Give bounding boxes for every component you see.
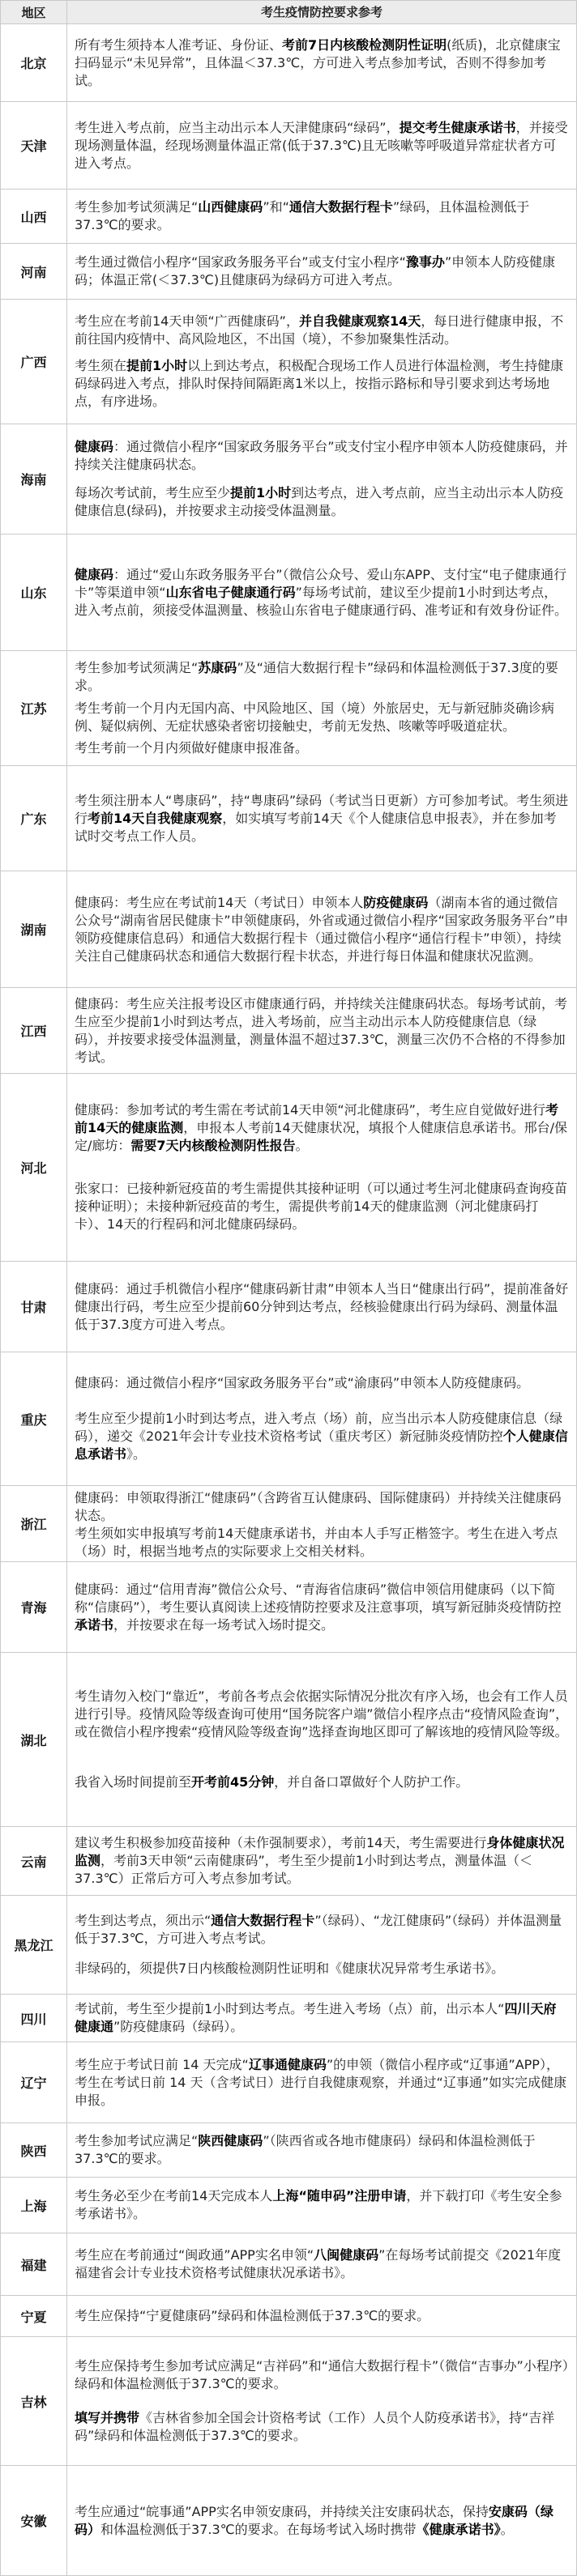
table-row xyxy=(0,1995,577,2042)
body-text: 考生到达考点，须出示“ xyxy=(75,1912,212,1928)
requirement-paragraph xyxy=(75,1688,569,1741)
body-text: ，并自备口罩做好个人防护工作。 xyxy=(274,1773,469,1790)
header-requirements-label: 考生疫情防控要求参考 xyxy=(260,5,383,19)
requirements-cell xyxy=(67,1827,576,1895)
body-text: ，每日进行健康申报，不前往国内疫情中、高风险地区，不出国（境），不参加聚集性活动。 xyxy=(75,313,564,347)
body-text: 考生务必至少在考前14天完成本人 xyxy=(75,2188,273,2203)
body-text: ，并接受现场测量体温，经现场测量体温正常(低于37.3℃)且无咳嗽等呼吸道异常症状者方可进入考点。 xyxy=(75,119,568,171)
region-name: 湖南 xyxy=(20,922,47,938)
table-row xyxy=(0,2296,577,2337)
region-cell xyxy=(1,534,67,650)
region-name: 江苏 xyxy=(20,701,47,717)
requirement-paragraph xyxy=(75,313,569,348)
body-text: 考生应在考前14天申领“广西健康码”， xyxy=(75,313,299,329)
requirement-paragraph xyxy=(75,1960,569,1978)
body-text: 考生通过微信小程序“国家政务服务平台”或支付宝小程序“ xyxy=(75,254,406,270)
body-text: 考生请勿入校门“靠近”，考前各考点会依据实际情况分批次有序入场，也会有工作人员进行引导。疫情风险等级查询可使用“国务院客户端”微信小程序点击“疫情风险查询”，或在微信小程序搜索“疫情风险等级查询”选择查询地区即可了解该地的疫情风险等级。 xyxy=(75,1688,569,1740)
body-text: （湖南本省的通过微信公众号“湖南省居民健康卡”申领健康码，外省或通过微信小程序“国家政务服务平台”申领防疫健康信息码）和通信大数据行程卡（通过微信小程序“通信行程卡”申领），持续关注自己健康码状态和通信大数据行程卡状态，并进行每日体温和健康状况监测。 xyxy=(75,894,569,964)
requirement-paragraph xyxy=(75,1581,569,1634)
requirement-paragraph xyxy=(75,1180,569,1233)
emphasis-text: 身体健康状况监测 xyxy=(75,1835,565,1868)
emphasis-text: 需要7天内核酸检测阴性报告 xyxy=(130,1138,296,1154)
table-row xyxy=(0,1827,577,1896)
table-row xyxy=(0,871,577,988)
requirement-paragraph xyxy=(75,253,569,289)
emphasis-text: 考前14天自我健康观察 xyxy=(88,810,223,826)
requirement-paragraph xyxy=(75,700,569,735)
region-name: 重庆 xyxy=(20,1411,47,1428)
table-row xyxy=(0,1352,577,1486)
requirement-paragraph xyxy=(75,1525,569,1561)
requirements-cell xyxy=(67,1896,576,1994)
body-text: 健康码：通过“信用青海”微信公众号、“青海省信康码”微信申领信用健康码（以下简称“信康码”），考生要认真阅读上述疫情防控要求及注意事项，填写新冠肺炎疫情防控 xyxy=(75,1581,562,1615)
body-text: 考生应至少提前1小时到达考点，进入考点（场）前，应当出示本人防疫健康信息（绿码），递交《2021年会计专业技术资格考试（重庆考区）新冠肺炎疫情防控 xyxy=(75,1411,563,1445)
requirements-cell xyxy=(67,102,576,189)
body-text: 考生应在考前通过“闽政通”APP实名申领“ xyxy=(75,2247,314,2263)
requirements-cell xyxy=(67,988,576,1073)
body-text: 以上到达考点，积极配合现场工作人员进行体温检测，考生持健康码绿码进入考点，排队时保持间隔距离1米以上，按指示路标和导引要求到达考场地点，有序进场。 xyxy=(75,358,564,410)
region-name: 河南 xyxy=(20,264,47,280)
requirement-paragraph xyxy=(75,2000,569,2036)
table-header xyxy=(0,0,577,24)
body-text: ”在每场考试前提交《2021年度福建省会计专业技术资格考试健康状况承诺书》。 xyxy=(75,2247,562,2280)
table-row xyxy=(0,651,577,766)
region-cell xyxy=(1,424,67,534)
requirement-paragraph xyxy=(75,2056,569,2110)
body-text: 健康码：申领取得浙江“健康码”（含跨省互认健康码、国际健康码）并持续关注健康码状态。 xyxy=(75,1490,562,1523)
body-text: ”每场考试前，建议至少提前1小时到达考点，进入考点前，须接受体温测量、核验山东省电子健康通行码、准考证和有效身份证件。 xyxy=(75,584,568,618)
body-text: 《吉林省参加全国会计资格考试（工作）人员个人防疫承诺书》，持“吉祥码”绿码和体温检测低于37.3℃的要求。 xyxy=(75,2410,555,2444)
emphasis-text: 考前14天的健康监测 xyxy=(75,1102,558,1136)
body-text: 考生须注册本人“粤康码”，持“粤康码”绿码（考试当日更新）方可参加考试。考生须进行 xyxy=(75,792,569,826)
region-name: 四川 xyxy=(20,2011,47,2027)
emphasis-text: 上海“随申码”注册申请 xyxy=(272,2188,407,2203)
requirement-paragraph xyxy=(75,357,569,411)
body-text: ”（绿码）、“龙江健康码”（绿码）并体温测量低于37.3℃，方可进入考点考试。 xyxy=(75,1912,562,1946)
table-row xyxy=(0,988,577,1074)
body-text: 张家口：已接种新冠疫苗的考生需提供其接种证明（可以通过考生河北健康码查询疫苗接种证明）；未接种新冠疫苗的考生，需提供考前14天的健康监测（河北健康码打卡）、14天的行程码和河北健康码绿码。 xyxy=(75,1180,568,1232)
body-text: 考生考前一个月内无国内高、中风险地区、国（境）外旅居史，无与新冠肺炎确诊病例、疑似病例、无症状感染者密切接触史，考前无发热、咳嗽等呼吸道症状。 xyxy=(75,700,555,734)
emphasis-text: 陕西健康码 xyxy=(198,2133,263,2148)
body-text: 。 xyxy=(295,1138,309,1154)
region-name: 宁夏 xyxy=(20,2309,47,2325)
body-text: 考生应通过“皖事通”APP实名申领安康码，并持续关注安康码状态，保持 xyxy=(75,2503,489,2519)
table-row xyxy=(0,1896,577,1995)
region-cell xyxy=(1,1262,67,1352)
region-cell xyxy=(1,766,67,871)
table-row xyxy=(0,1074,577,1262)
region-name: 甘肃 xyxy=(20,1300,47,1315)
emphasis-text: 四川天府健康通 xyxy=(75,2001,557,2034)
body-text: ，并下载打印《考生安全参考承诺书》。 xyxy=(75,2188,562,2221)
table-row xyxy=(0,1562,577,1653)
region-cell xyxy=(1,2233,67,2295)
body-text: 所有考生须持本人准考证、身份证、 xyxy=(75,36,283,53)
region-cell xyxy=(1,1352,67,1485)
emphasis-text: 考前7日内核酸检测阴性证明 xyxy=(282,36,447,53)
region-name: 湖北 xyxy=(20,1732,47,1748)
body-text: (纸质)，北京健康宝扫码显示“未见异常”，且体温＜37.3℃，方可进入考点参加考试，否则不得参加考试。 xyxy=(75,36,561,88)
region-cell xyxy=(1,1562,67,1652)
requirement-paragraph xyxy=(75,2307,569,2325)
region-cell xyxy=(1,1074,67,1261)
region-cell xyxy=(1,871,67,987)
table-row xyxy=(0,300,577,424)
table-row xyxy=(0,102,577,189)
requirement-paragraph xyxy=(75,2357,569,2393)
requirement-paragraph xyxy=(75,2503,569,2539)
table-row xyxy=(0,2178,577,2233)
emphasis-text: 山西健康码 xyxy=(198,199,263,215)
requirement-paragraph xyxy=(75,438,569,474)
requirement-paragraph xyxy=(75,2409,569,2445)
requirements-cell xyxy=(67,2123,576,2177)
body-text: ，考前3天申领“云南健康码”，考生至少提前1小时到达考点，测量体温（＜37.3℃）正常后方可入考点参加考试。 xyxy=(75,1853,532,1886)
requirement-paragraph xyxy=(75,659,569,695)
emphasis-text: 提前1小时 xyxy=(230,485,292,500)
body-text: ”的申领（微信小程序或“辽事通”APP），考生在考试日前 14 天（含考试日）进行自我健康观察，并通过“辽事通”如实完成健康申报。 xyxy=(75,2056,567,2108)
body-text: ”及“通信大数据行程卡”绿码和体温检测低于37.3度的要求。 xyxy=(75,659,558,693)
body-text: 健康码：通过手机微信小程序“健康码新甘肃”申领本人当日“健康出行码”，提前准备好健康出行码，考生应至少提前60分钟到达考点，经核验健康出行码为绿码、测量体温低于37.3度方可进入考点。 xyxy=(75,1280,569,1332)
requirements-cell xyxy=(67,1074,576,1261)
emphasis-text: 承诺书 xyxy=(75,1616,114,1633)
requirements-cell xyxy=(67,189,576,243)
body-text: 考生须如实申报填写考前14天健康承诺书，并由本人手写正楷签字。考生在进入考点（场）时，根据当地考点的实际要求上交相关材料。 xyxy=(75,1526,558,1559)
body-text: ”（陕西省或各地市健康码）绿码和体温检测低于37.3℃的要求。 xyxy=(75,2133,536,2166)
table-row xyxy=(0,766,577,871)
region-cell xyxy=(1,24,67,101)
region-name: 山东 xyxy=(20,585,47,601)
emphasis-text: 八闽健康码 xyxy=(314,2247,379,2263)
region-cell xyxy=(1,2178,67,2233)
body-text: 每场次考试前，考生应至少 xyxy=(75,485,231,500)
region-name: 广西 xyxy=(20,355,47,370)
body-text: 考生参加考试须满足“ xyxy=(75,659,199,675)
region-cell xyxy=(1,988,67,1073)
body-text: ”绿码，且体温检测低于37.3℃的要求。 xyxy=(75,199,530,232)
region-name: 天津 xyxy=(20,138,47,154)
requirement-paragraph xyxy=(75,2246,569,2282)
region-cell xyxy=(1,244,67,299)
region-name: 北京 xyxy=(20,56,47,71)
body-text: 到达考点，进入考点前，应当主动出示本人防疫健康信息(绿码)，并按要求主动接受体温测量。 xyxy=(75,485,564,518)
table-row xyxy=(0,534,577,651)
region-name: 青海 xyxy=(20,1600,47,1616)
body-text: ”申领本人防疫健康码；体温正常(＜37.3℃)且健康码为绿码方可进入考点。 xyxy=(75,254,556,287)
body-text: ”和“ xyxy=(263,199,289,215)
header-region-cell xyxy=(1,1,67,23)
emphasis-text: 通信大数据行程卡 xyxy=(211,1912,315,1928)
region-name: 广东 xyxy=(20,811,47,827)
body-text: 健康码：考生应在考试前14天（考试日）申领本人 xyxy=(75,894,364,910)
body-text: ”防疫健康码（绿码）。 xyxy=(113,2019,244,2034)
region-cell xyxy=(1,189,67,243)
requirements-cell xyxy=(67,534,576,650)
body-text: 。 xyxy=(500,2521,514,2537)
body-text: 考生考前一个月内须做好健康申报准备。 xyxy=(75,740,309,756)
requirement-paragraph xyxy=(75,1489,569,1525)
region-name: 河北 xyxy=(20,1160,47,1176)
requirements-cell xyxy=(67,651,576,765)
requirements-cell xyxy=(67,244,576,299)
body-text: ，并按要求在每一场考试入场时提交。 xyxy=(113,1616,335,1633)
requirement-paragraph xyxy=(75,1280,569,1334)
requirements-cell xyxy=(67,2337,576,2465)
requirements-cell xyxy=(67,24,576,101)
requirement-paragraph xyxy=(75,894,569,965)
table-row xyxy=(0,2042,577,2123)
region-cell xyxy=(1,2042,67,2123)
header-region-label: 地区 xyxy=(21,5,46,20)
requirement-paragraph xyxy=(75,1374,569,1392)
requirements-cell xyxy=(67,300,576,424)
region-cell xyxy=(1,2337,67,2465)
region-cell xyxy=(1,2466,67,2575)
requirement-paragraph xyxy=(75,1101,569,1155)
requirement-paragraph xyxy=(75,36,569,90)
region-cell xyxy=(1,2296,67,2336)
requirements-cell xyxy=(67,2233,576,2295)
requirements-cell xyxy=(67,2296,576,2336)
region-name: 上海 xyxy=(20,2198,47,2214)
requirement-paragraph xyxy=(75,739,569,757)
requirements-cell xyxy=(67,1995,576,2042)
table-row xyxy=(0,2123,577,2178)
table-row xyxy=(0,1262,577,1352)
requirement-paragraph xyxy=(75,1912,569,1948)
emphasis-text: 安康码（绿码） xyxy=(75,2503,553,2537)
body-text: 非绿码的，须提供7日内核酸检测阴性证明和《健康状况异常考生承诺书》。 xyxy=(75,1961,505,1977)
emphasis-text: 个人健康信息承诺书 xyxy=(75,1429,568,1463)
body-text: ：通过微信小程序“国家政务服务平台”或支付宝小程序申领本人防疫健康码，并持续关注健康码状态。 xyxy=(75,439,568,472)
emphasis-text: 提前1小时 xyxy=(126,358,188,374)
region-name: 陕西 xyxy=(20,2143,47,2159)
requirements-cell xyxy=(67,2042,576,2123)
region-cell xyxy=(1,2123,67,2177)
region-name: 江西 xyxy=(20,1024,47,1039)
requirements-cell xyxy=(67,871,576,987)
body-text: 考生须在 xyxy=(75,358,127,374)
requirement-paragraph xyxy=(75,119,569,172)
region-name: 福建 xyxy=(20,2257,47,2273)
requirement-paragraph xyxy=(75,995,569,1067)
table-row xyxy=(0,424,577,534)
requirements-cell xyxy=(67,766,576,871)
requirement-paragraph xyxy=(75,2132,569,2168)
body-text: 和体温检测低于37.3℃的要求。在每场考试入场时携带 xyxy=(100,2521,417,2537)
requirements-cell xyxy=(67,1653,576,1826)
requirements-cell xyxy=(67,424,576,534)
requirements-cell xyxy=(67,1262,576,1352)
requirements-cell xyxy=(67,1486,576,1561)
body-text: 考生应保持“宁夏健康码”绿码和体温检测低于37.3℃的要求。 xyxy=(75,2308,430,2323)
emphasis-text: 辽事通健康码 xyxy=(248,2056,327,2072)
body-text: 考生进入考点前，应当主动出示本人天津健康码“绿码”， xyxy=(75,119,400,135)
body-text: 考试前，考生至少提前1小时到达考点。考生进入考场（点）前，出示本人“ xyxy=(75,2001,505,2016)
body-text: 考生应保持考生参加考试应满足“吉祥码”和“通信大数据行程卡”（微信“吉事办”小程序）绿码和体温检测低于37.3℃的要求。 xyxy=(75,2357,569,2391)
table-row xyxy=(0,189,577,244)
requirement-paragraph xyxy=(75,1773,569,1791)
body-text: 我省入场时间提前至 xyxy=(75,1773,192,1790)
table-row xyxy=(0,244,577,300)
table-row xyxy=(0,24,577,102)
table-row xyxy=(0,1486,577,1562)
region-cell xyxy=(1,102,67,189)
body-text: 》。 xyxy=(126,1446,147,1463)
requirement-paragraph xyxy=(75,792,569,845)
emphasis-text: 健康码 xyxy=(75,566,114,582)
emphasis-text: 山东省电子健康通行码 xyxy=(165,584,296,600)
emphasis-text: 豫事办 xyxy=(405,254,445,270)
body-text: ，申报本人考前14天健康状况，填报个人健康信息承诺书。邢台/保定/廊坊： xyxy=(75,1120,568,1154)
body-text: 健康码：考生应关注报考设区市健康通行码，并持续关注健康码状态。每场考试前，考生应至少提前1小时到达考点，进入考场前，应当主动出示本人防疫健康信息（绿码），并按要求接受体温测量，测量体温不超过37.3℃，测量三次仍不合格的不得参加考试。 xyxy=(75,995,568,1065)
emphasis-text: 防疫健康码 xyxy=(363,894,429,910)
requirement-paragraph xyxy=(75,1834,569,1888)
region-cell xyxy=(1,651,67,765)
requirement-paragraph xyxy=(75,1410,569,1463)
requirements-cell xyxy=(67,2466,576,2575)
table-row xyxy=(0,2233,577,2296)
table-row xyxy=(0,1653,577,1827)
emphasis-text: 健康码 xyxy=(75,439,114,454)
region-cell xyxy=(1,1827,67,1895)
requirement-paragraph xyxy=(75,198,569,234)
requirement-paragraph xyxy=(75,566,569,620)
requirements-cell xyxy=(67,1562,576,1652)
region-cell xyxy=(1,300,67,424)
body-text: 考生应于考试日前 14 天完成“ xyxy=(75,2056,249,2072)
region-name: 黑龙江 xyxy=(14,1938,53,1953)
region-cell xyxy=(1,1653,67,1826)
emphasis-text: 《健康承诺书》 xyxy=(416,2521,501,2537)
body-text: 建议考生积极参加疫苗接种（未作强制要求），考前14天，考生需要进行 xyxy=(75,1835,487,1850)
table-row xyxy=(0,2466,577,2576)
emphasis-text: 苏康码 xyxy=(198,659,237,675)
body-text: 健康码：参加考试的考生需在考试前14天申领“河北健康码”，考生应自觉做好进行 xyxy=(75,1102,545,1118)
region-name: 海南 xyxy=(20,472,47,488)
region-name: 云南 xyxy=(20,1854,47,1870)
requirements-cell xyxy=(67,2178,576,2233)
emphasis-text: 并自我健康观察14天 xyxy=(298,313,421,329)
body-text: 健康码：通过微信小程序“国家政务服务平台”或“渝康码”申领本人防疫健康码。 xyxy=(75,1374,530,1390)
requirements-cell xyxy=(67,1352,576,1485)
region-name: 浙江 xyxy=(20,1517,47,1532)
table-row xyxy=(0,2337,577,2466)
region-cell xyxy=(1,1995,67,2042)
region-name: 吉林 xyxy=(20,2394,47,2410)
requirement-paragraph xyxy=(75,2187,569,2223)
region-name: 山西 xyxy=(20,209,47,225)
region-name: 辽宁 xyxy=(20,2076,47,2091)
region-name: 安徽 xyxy=(20,2514,47,2529)
requirement-paragraph xyxy=(75,484,569,520)
region-cell xyxy=(1,1896,67,1994)
emphasis-text: 填写并携带 xyxy=(75,2410,140,2426)
emphasis-text: 通信大数据行程卡 xyxy=(288,199,393,215)
body-text: 考生参加考试应满足“ xyxy=(75,2133,199,2148)
body-text: ：通过“爱山东政务服务平台”（微信公众号、爱山东APP、支付宝“电子健康通行卡”等渠道申领“ xyxy=(75,566,567,600)
header-requirements-cell xyxy=(67,1,576,23)
emphasis-text: 提交考生健康承诺书 xyxy=(399,119,516,135)
body-text: 考生参加考试须满足“ xyxy=(75,199,199,215)
body-text: ，如实填写考前14天《个人健康信息申报表》，并在参加考试时交考点工作人员。 xyxy=(75,810,557,844)
region-cell xyxy=(1,1486,67,1561)
emphasis-text: 开考前45分钟 xyxy=(191,1773,275,1790)
